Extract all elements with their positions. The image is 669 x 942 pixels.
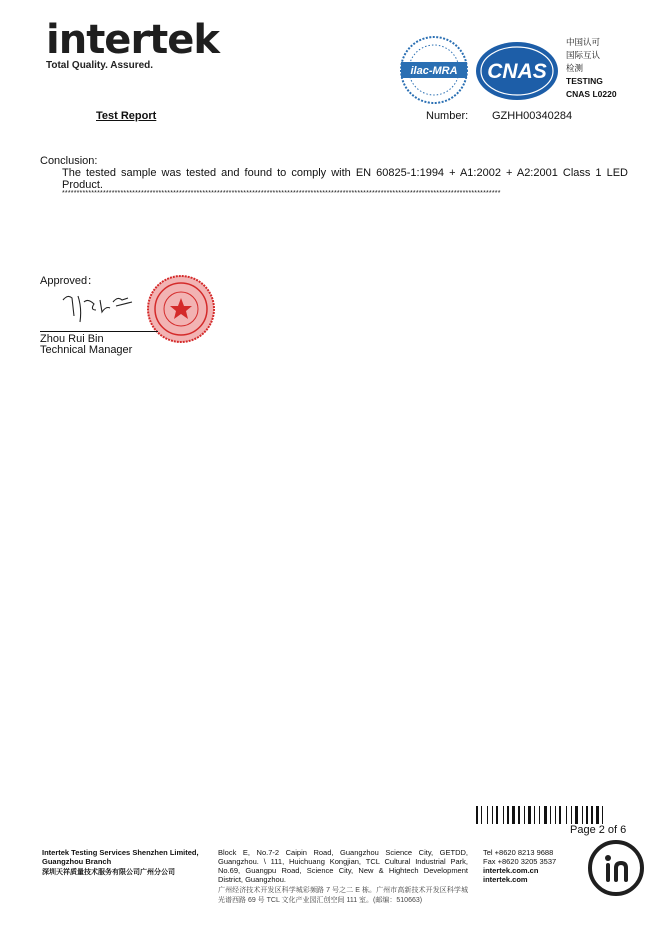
- barcode-bar: [512, 806, 515, 824]
- accreditation-text: [566, 36, 617, 101]
- barcode-bar: [503, 806, 504, 824]
- cn-line-2: 国际互认: [566, 50, 601, 60]
- barcode-bar: [571, 806, 572, 824]
- address-cn: 广州经济技术开发区科学城彩频路 7 号之二 E 栋。广州市高新技术开发区科学城光谱西路 69 号 TCL 文化产业园汇创空间 111 室。(邮编：510663): [218, 887, 468, 904]
- barcode-bar: [487, 806, 488, 824]
- ilac-label: ilac-MRA: [410, 65, 458, 77]
- address-en: Block E, No.7-2 Caipin Road, Guangzhou Science City, GETDD, Guangzhou. \ 111, Huichuang Kongjian, TCL Cultural Industrial Park, No.69, Guangpu Road, Science City, New & Hightech Development District, Guangzhou.: [218, 848, 468, 884]
- barcode: [476, 806, 628, 824]
- barcode-bar: [534, 806, 535, 824]
- report-title: Test Report: [96, 110, 157, 122]
- cnas-code: CNAS L0220: [566, 89, 617, 99]
- barcode-bar: [518, 806, 520, 824]
- approver-name: Zhou Rui Bin: [40, 333, 104, 345]
- cn-line-3: 检测: [566, 63, 584, 73]
- barcode-bar: [591, 806, 593, 824]
- barcode-bar: [476, 806, 478, 824]
- barcode-bar: [539, 806, 540, 824]
- intertek-logo: intertek: [46, 17, 220, 63]
- barcode-bar: [481, 806, 482, 824]
- barcode-bar: [550, 806, 551, 824]
- signature-line: [40, 331, 158, 332]
- barcode-bar: [496, 806, 498, 824]
- company-en: Intertek Testing Services Shenzhen Limited, Guangzhou Branch: [42, 848, 199, 866]
- barcode-bar: [602, 806, 603, 824]
- cnas-label: CNAS: [487, 60, 547, 83]
- footer-company: [42, 848, 212, 877]
- barcode-bar: [559, 806, 561, 824]
- logo-tagline: Total Quality. Assured.: [46, 60, 154, 71]
- ilac-mra-logo: [398, 34, 470, 106]
- barcode-bar: [555, 806, 556, 824]
- barcode-bar: [575, 806, 578, 824]
- barcode-bar: [586, 806, 588, 824]
- page-number: Page 2 of 6: [570, 824, 627, 836]
- company-cn: 深圳天祥质量技术服务有限公司广州分公司: [42, 869, 175, 876]
- barcode-bar: [582, 806, 583, 824]
- conclusion-label: Conclusion:: [40, 155, 98, 167]
- web: intertek.com: [483, 875, 528, 884]
- intertek-badge-icon: [586, 838, 646, 898]
- number-label: Number:: [426, 110, 469, 122]
- testing-label: TESTING: [566, 76, 603, 86]
- signature: [58, 288, 138, 328]
- fax: Fax +8620 3205 3537: [483, 857, 557, 866]
- cnas-logo: [474, 40, 560, 102]
- barcode-bar: [596, 806, 599, 824]
- web-cn: intertek.com.cn: [483, 866, 539, 875]
- footer-address: [218, 848, 468, 906]
- barcode-bar: [528, 806, 531, 824]
- report-number: GZHH00340284: [492, 110, 573, 122]
- barcode-bar: [507, 806, 509, 824]
- cn-line-1: 中国认可: [566, 37, 601, 47]
- company-seal: [146, 274, 216, 344]
- conclusion-text: The tested sample was tested and found to comply with EN 60825-1:1994 + A1:2002 + A2:2001 Class 1 LED Product.: [62, 167, 628, 191]
- barcode-bar: [524, 806, 525, 824]
- separator-stars: ******************************************************************************************************************************************************: [62, 190, 501, 197]
- approved-label: Approved：: [40, 275, 99, 287]
- tel: Tel +8620 8213 9688: [483, 848, 554, 857]
- barcode-bar: [492, 806, 493, 824]
- approver-title: Technical Manager: [40, 344, 133, 356]
- barcode-bar: [566, 806, 567, 824]
- barcode-bar: [544, 806, 547, 824]
- footer-contact: [483, 848, 583, 884]
